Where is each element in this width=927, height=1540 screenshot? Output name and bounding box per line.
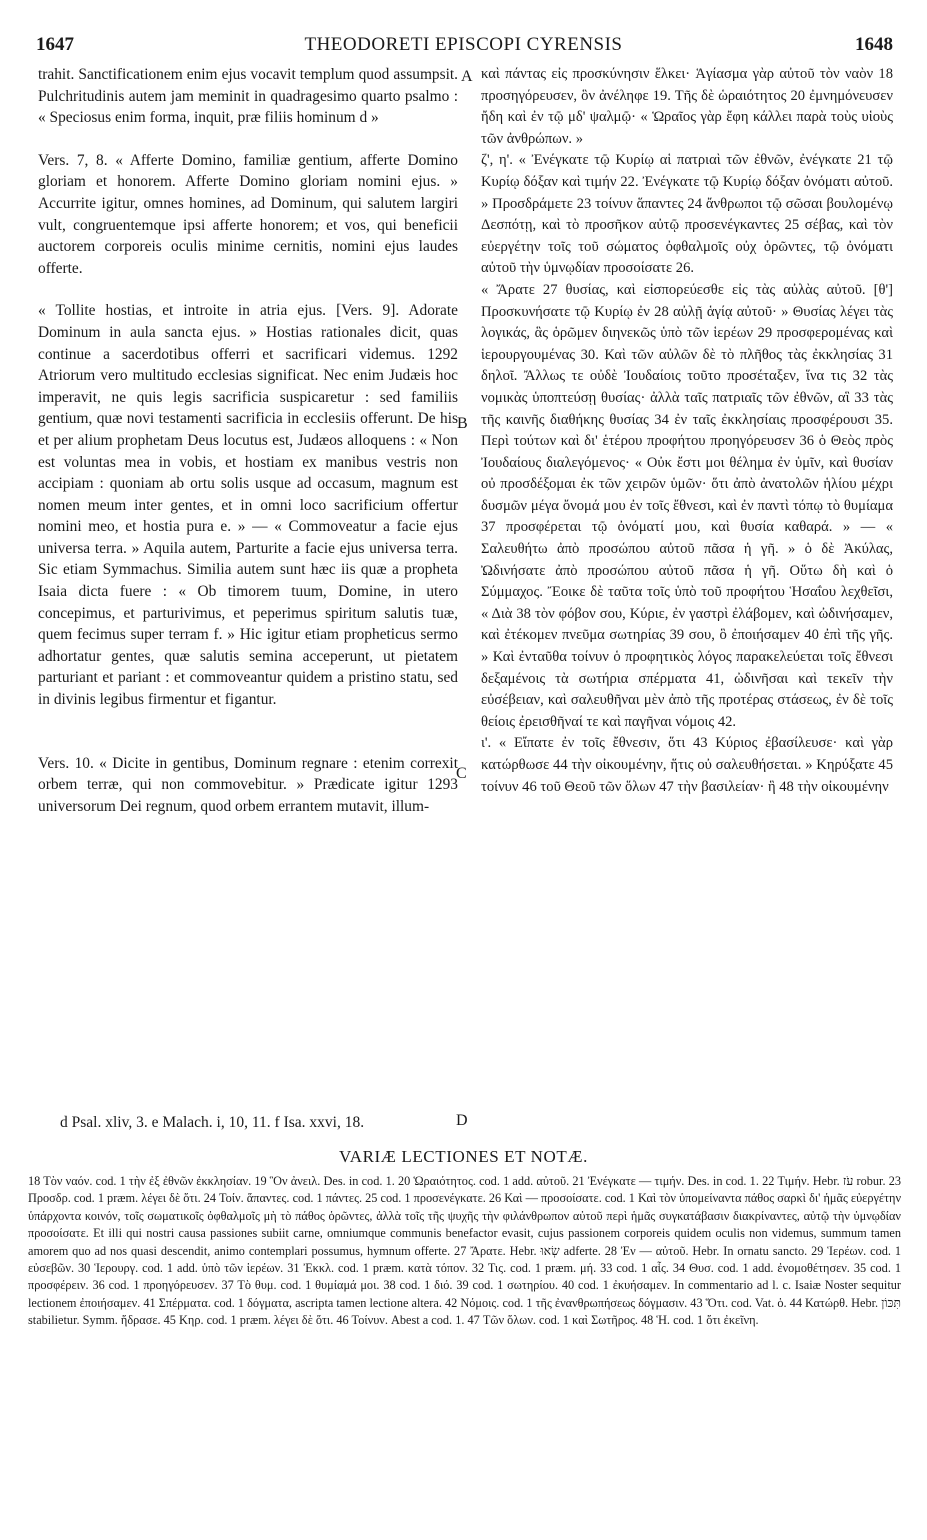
latin-paragraph: Vers. 10. « Dicite in gentibus, Dominum regnare : etenim correxit orbem terræ, qui non commovebitur. » Prædicate igitur 1293 universorum Dei regnum, quod orbem errantem mutavit, illum- <box>38 754 458 815</box>
latin-paragraph: « Tollite hostias, et introite in atria ejus. [Vers. 9]. Adorate Dominum in aula sancta ejus. » Hostias rationales dicit, quas continue a sacerdotibus offerri et sacrificari videmus. 1292 Atriorum vero multitudo ecclesias significat. Nec enim Judæis hoc imperavit, ne quis legis sacrificia suspicaretur : sed familiis gentium, quæ novi testamenti sacrificia in ecclesiis offerunt. De his et per alium prophetam Deus locutus est, Judæos alloquens : « Non est voluntas mea in vobis, et hostiam ex manibus vestris non accipiam : quoniam ab ortu solis usque ad occasum, magnum est nomen meum inter gentes, et in omni loco sacrificium offertur nomini meo, et hostia pura e. » — « Commoveatur a facie ejus universa terra. » Aquila autem, Parturite a facie ejus universa terra. Sic etiam Symmachus. Similia autem sunt hæc iis quæ a propheta Isaia dicta fuere : « Ob timorem tuum, Domine, in utero concepimus, et parturivimus, et peperimus spiritum salutis tuæ, quem fecimus super terram f. » Hic igitur etiam propheticus sermo adhortatur gentes, quæ salutis semina acceperunt, ut pietatem parturiant et pariant : et commoveantur quidem a pristino statu, sed in divinis legibus firmentur et figantur. <box>38 302 458 709</box>
latin-paragraph: Vers. 7, 8. « Afferte Domino, familiæ gentium, afferte Domino gloriam et honorem. Afferte Domino gloriam nomini ejus. » Accurrite igitur, omnes homines, ad Dominum, qui salutem largiri vult, congruentemque ipsi afferte honorem; et vos, qui beneficii auctorem corporeis oculis minime cernitis, nomini ejus laudes offerte. <box>38 151 458 277</box>
footnotes: d Psal. xliv, 3. e Malach. i, 10, 11. f Isa. xxvi, 18. <box>60 1114 365 1131</box>
greek-paragraph: καὶ πάντας εἰς προσκύνησιν ἕλκει· Ἁγίασμα γὰρ αὐτοῦ τὸν ναὸν 18 προσηγόρευσεν, ὃν ἀνέληφε 19. Τῆς δὲ ὡραιότητος 20 ἐμνημόνευσεν ἤδη καὶ ἐν τῷ μδ' ψαλμῷ· « Ὡραῖος γὰρ ἔφη κάλλει παρὰ τοὺς υἱοὺς τῶν ἀνθρώπων. » <box>481 66 893 147</box>
greek-paragraph: ζ', η'. « Ἐνέγκατε τῷ Κυρίῳ αἱ πατριαὶ τῶν ἐθνῶν, ἐνέγκατε 21 τῷ Κυρίῳ δόξαν καὶ τιμήν 22. Ἐνέγκατε τῷ Κυρίῳ δόξαν ὀνόματι αὐτοῦ. » Προσδράμετε 23 τοίνυν ἅπαντες 24 ἄνθρωποι τῷ σῶσαι βουλομένῳ Δεσπότῃ, καὶ τὸ προσῆκον αὐτῷ προσενέγκαντες 25 σέβας, καὶ τὸν εὐεργέτην τοῖς τοῦ σώματος ὀφθαλμοῖς οὐχ ὁρῶντες, τῷ ὀνόματι αὐτοῦ τὴν ὑμνῳδίαν προσοίσατε 26. <box>481 152 893 277</box>
margin-marker-d: D <box>456 1112 468 1129</box>
variae-lectiones-title: VARIÆ LECTIONES ET NOTÆ. <box>339 1147 588 1166</box>
page-title: THEODORETI EPISCOPI CYRENSIS <box>304 34 623 55</box>
margin-marker-c: C <box>456 765 467 782</box>
latin-column <box>38 64 458 817</box>
margin-marker-b: B <box>457 415 468 432</box>
variae-text: 18 Τὸν ναόν. cod. 1 τὴν ἐξ ἐθνῶν ἐκκλησίαν. 19 Ὃν ἀνειλ. Des. in cod. 1. 20 Ὡραιότητος. cod. 1 add. αὐτοῦ. 21 Ἐνέγκατε — τιμήν. Des. in cod. 1. 22 Τιμήν. Hebr. עֹז robur. 23 Προσδρ. cod. 1 præm. λέγει δὲ ὅτι. 24 Τοίν. ἅπαντες. cod. 1 πάντες. 25 cod. 1 προσενέγκατε. 26 Καὶ — προσοίσατε. cod. 1 Καὶ τὸν ὑπομείναντα πάθος σαρκὶ δι' ἡμᾶς εὐεργέτην ὑπάρχοντα κοινόν, τοῖς σωματικοῖς ὀφθαλμοῖς μὴ τὸ πάθος ὁρῶντες, ἀλλὰ τοῖς τῆς ψυχῆς τὴν φιλάνθρωπον αὐτοῦ περὶ ἡμᾶς συγκατάβασιν διακρίναντες, αὐτῷ τὴν ὑμνῳδίαν προσοίσατε. Et illi qui nostri causa passiones subiit carne, omniumque communis benefactor evasit, cujus passionem corporeis quidem oculis non videmus, summum tamen amorem quo ad nos quasi descendit, animo contemplari possumus, hymnum offerte. 27 Ἄρατε. Hebr. שְׂאוּ adferte. 28 Ἐν — αὐτοῦ. Hebr. In ornatu sancto. 29 Ἱερέων. cod. 1 εὐσεβῶν. 30 Ἱερουργ. cod. 1 add. ὑπὸ τῶν ἱερέων. 31 Ἐκκλ. cod. 1 præm. κατὰ τόπον. 32 Τις. cod. 1 præm. μή. 33 cod. 1 αἷς. 34 Θυσ. cod. 1 add. ἐνομοθέτησεν. 35 cod. 1 προσφέρειν. 36 cod. 1 προηγόρευσεν. 37 Τὸ θυμ. cod. 1 θυμίαμά μοι. 38 cod. 1 διό. 39 cod. 1 σωτηρίου. 40 cod. 1 ἐκυήσαμεν. In commentario ad l. c. Isaiæ Noster sequitur lectionem ἐποιήσαμεν. 41 Σπέρματα. cod. 1 δόγματα, ascripta tamen lectione altera. 42 Νόμοις. cod. 1 τῆς ἐνανθρωπήσεως δόγμασιν. 43 Ὅτι. cod. Vat. ὁ. 44 Κατώρθ. Hebr. תִּכּוֹן stabilietur. Symm. ἥδρασε. 45 Κηρ. cod. 1 præm. λέγει δὲ ὅτι. 46 Τοίνυν. Abest a cod. 1. 47 Τῶν ὅλων. cod. 1 καὶ Σωτῆρος. 48 Ἡ. cod. 1 ὅτι ἐκεῖνη. <box>28 1174 901 1328</box>
latin-paragraph: trahit. Sanctificationem enim ejus vocavit templum quod assumpsit. Pulchritudinis autem jam meminit in quadragesimo quarto psalmo : « Speciosus enim forma, inquit, præ filiis hominum d » <box>38 66 458 127</box>
margin-marker-a: A <box>461 68 473 85</box>
variae-lectiones <box>28 1173 901 1330</box>
greek-paragraph: « Ἄρατε 27 θυσίας, καὶ εἰσπορεύεσθε εἰς τὰς αὐλὰς αὐτοῦ. [θ'] Προσκυνήσατε τῷ Κυρίῳ ἐν 28 αὐλῇ ἁγίᾳ αὐτοῦ· » Θυσίας λέγει τὰς λογικάς, ἃς ὁρῶμεν διηνεκῶς ὑπὸ τῶν ἱερέων 29 προσφερομένας καὶ ἱερουργουμένας 30. Καὶ τῶν αὐλῶν δὲ τὸ πλῆθος τὰς ἐκκλησίας 31 δηλοῖ. Ἄλλως τε οὐδὲ Ἰουδαίοις τοῦτο προσέταξεν, ἵνα τις 32 τὰς νομικὰς ὑποπτεύσῃ θυσίας· ἀλλὰ ταῖς πατριαῖς τῶν ἐθνῶν, αἳ 33 τὰς τῆς καινῆς διαθήκης θυσίας 34 ἐν ταῖς ἐκκλησίαις προσφέρουσι 35. Περὶ τούτων καὶ δι' ἑτέρου προφήτου προηγόρευσεν 36 ὁ Θεὸς πρὸς Ἰουδαίους διαλεγόμενος· « Οὐκ ἔστι μοι θέλημα ἐν ὑμῖν, καὶ θυσίαν οὐ προσδέξομαι ἐκ τῶν χειρῶν ὑμῶν· ὅτι ἀπὸ ἀνατολῶν ἡλίου μέχρι δυσμῶν μέγα ὄνομά μου ἐν τοῖς ἔθνεσι, καὶ ἐν παντὶ τόπῳ τὸ θυμίαμα 37 προσφέρεται τῷ ὀνόματί μου, καὶ θυσία καθαρά. » — « Σαλευθήτω ἀπὸ προσώπου αὐτοῦ πᾶσα ἡ γῆ. » ὁ δὲ Ἀκύλας, Ὠδινήσατε ἀπὸ προσώπου αὐτοῦ πᾶσα ἡ γῆ. Οὕτω δὴ καὶ ὁ Σύμμαχος. Ἔοικε δὲ ταῦτα τοῖς ὑπὸ τοῦ προφήτου Ἡσαΐου λεχθεῖσι, « Διὰ 38 τὸν φόβον σου, Κύριε, ἐν γαστρὶ ἐλάβομεν, καὶ ὠδινήσαμεν, καὶ ἐτέκομεν πνεῦμα σωτηρίας 39 σου, ὃ ἐποιήσαμεν 40 ἐπὶ τῆς γῆς. » Καὶ ἐνταῦθα τοίνυν ὁ προφητικὸς λόγος παρακελεύεται τοῖς ἔθνεσι δεξαμένοις τὰ σωτήρια σπέρματα 41, ὠδινῆσαι καὶ τεκεῖν τὴν εὐσέβειαν, καὶ σαλευθῆναι μὲν ἀπὸ τῆς προτέρας στάσεως, ἐν δὲ τοῖς θείοις ἐρεισθῆναί τε καὶ παγῆναι νόμοις 42. <box>481 281 893 730</box>
running-head <box>30 34 897 60</box>
greek-column <box>481 64 893 798</box>
page-number-right: 1648 <box>855 34 893 55</box>
greek-paragraph: ι'. « Εἴπατε ἐν τοῖς ἔθνεσιν, ὅτι 43 Κύριος ἐβασίλευσε· καὶ γὰρ κατώρθωσε 44 τὴν οἰκουμένην, ἥτις οὐ σαλευθήσεται. » Κηρύξατε 45 τοίνυν 46 τοῦ Θεοῦ τῶν ὅλων 47 τὴν βασιλείαν· ἣ 48 τὴν οἰκουμένην <box>481 735 893 795</box>
page-number-left: 1647 <box>36 34 74 55</box>
